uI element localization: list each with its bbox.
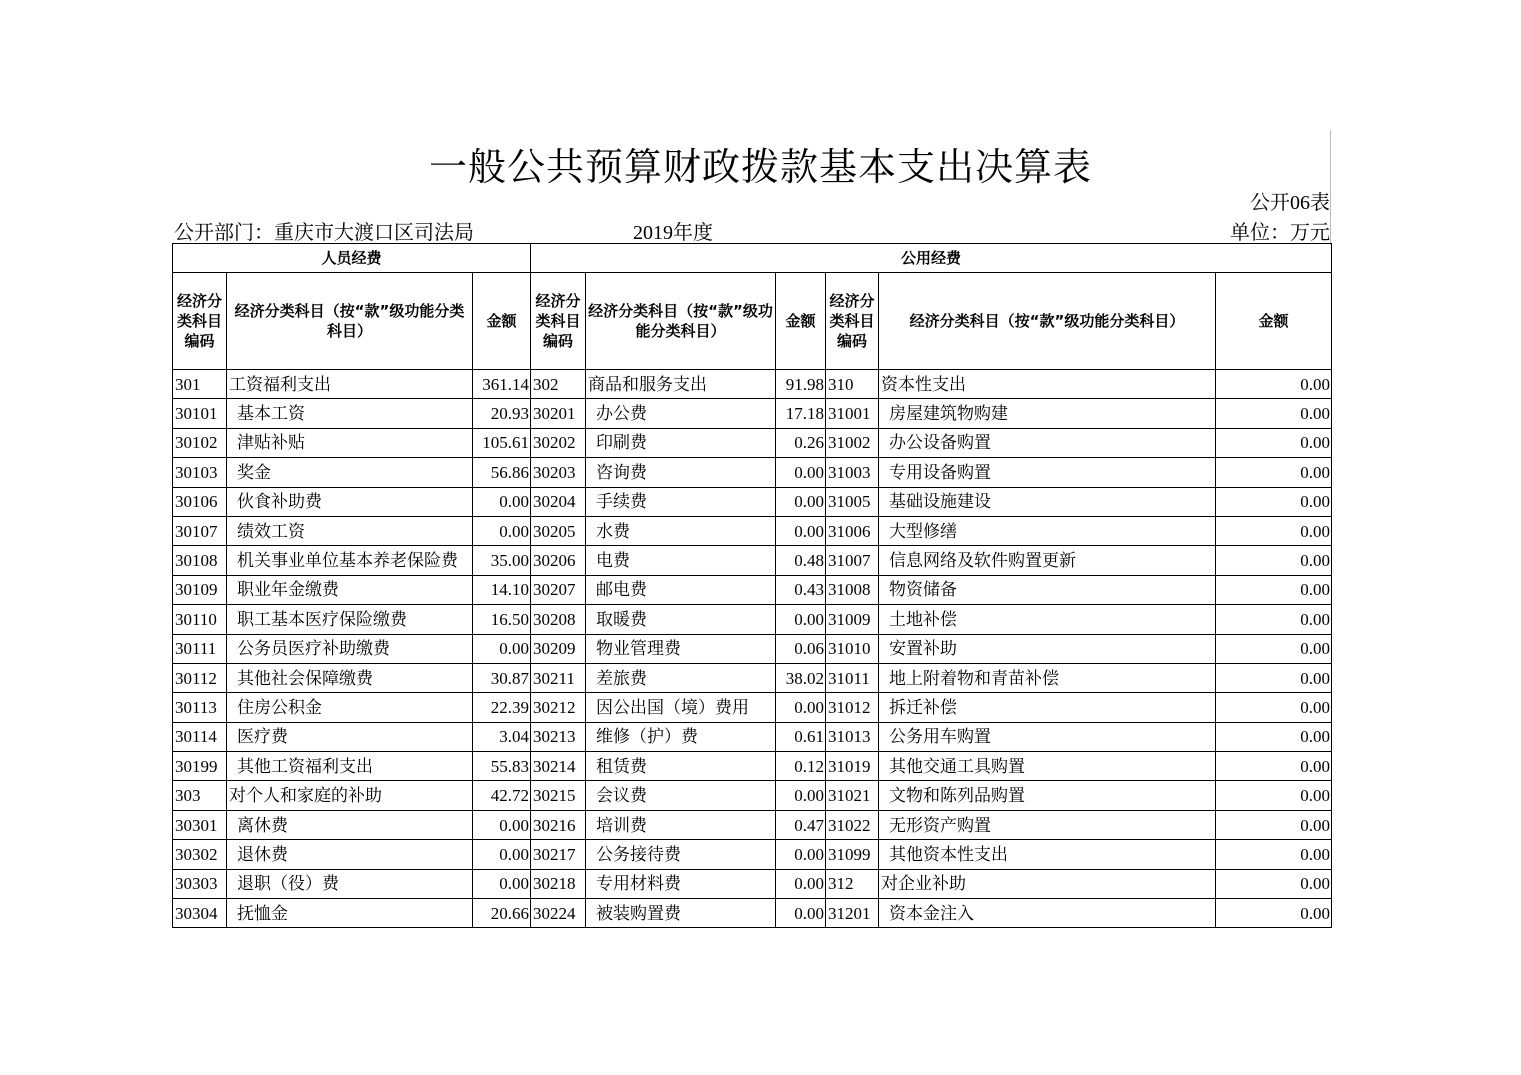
cell-amount: 0.00 — [1216, 722, 1332, 751]
cell-name: 土地补偿 — [879, 605, 1216, 634]
table-row — [173, 722, 1332, 751]
cell-code: 31010 — [826, 634, 879, 663]
cell-name: 邮电费 — [586, 575, 776, 604]
cell-code: 30106 — [173, 487, 227, 516]
page-title: 一般公共预算财政拨款基本支出决算表 — [428, 145, 1092, 189]
cell-name: 信息网络及软件购置更新 — [879, 546, 1216, 575]
cell-amount: 0.12 — [776, 752, 826, 781]
cell-name: 办公费 — [586, 399, 776, 428]
cell-code: 312 — [826, 869, 879, 898]
cell-amount: 0.00 — [776, 458, 826, 487]
cell-amount: 0.00 — [776, 869, 826, 898]
table-row — [173, 693, 1332, 722]
cell-code: 31007 — [826, 546, 879, 575]
cell-amount: 0.47 — [776, 810, 826, 839]
cell-amount: 0.00 — [1216, 546, 1332, 575]
cell-code: 30203 — [531, 458, 586, 487]
cell-code: 31011 — [826, 663, 879, 692]
cell-amount: 0.06 — [776, 634, 826, 663]
cell-code: 30107 — [173, 516, 227, 545]
cell-name: 被装购置费 — [586, 899, 776, 928]
cell-amount: 3.04 — [473, 722, 531, 751]
cell-name: 电费 — [586, 546, 776, 575]
cell-name: 其他交通工具购置 — [879, 752, 1216, 781]
cell-amount: 0.61 — [776, 722, 826, 751]
cell-code: 30112 — [173, 663, 227, 692]
cell-amount: 20.93 — [473, 399, 531, 428]
cell-amount: 0.00 — [1216, 869, 1332, 898]
cell-amount: 0.00 — [473, 516, 531, 545]
cell-code: 30102 — [173, 428, 227, 457]
cell-code: 30211 — [531, 663, 586, 692]
cell-code: 30113 — [173, 693, 227, 722]
table-row — [173, 428, 1332, 457]
table-code: 公开06表 — [1250, 192, 1330, 214]
cell-code: 30206 — [531, 546, 586, 575]
cell-amount: 0.00 — [1216, 487, 1332, 516]
cell-name: 退职（役）费 — [227, 869, 473, 898]
cell-amount: 0.00 — [776, 693, 826, 722]
header-amount: 金额 — [473, 273, 531, 370]
cell-amount: 0.00 — [1216, 752, 1332, 781]
cell-amount: 38.02 — [776, 663, 826, 692]
cell-code: 31003 — [826, 458, 879, 487]
cell-amount: 0.00 — [1216, 605, 1332, 634]
cell-amount: 30.87 — [473, 663, 531, 692]
cell-name: 手续费 — [586, 487, 776, 516]
cell-name: 奖金 — [227, 458, 473, 487]
header-amount: 金额 — [776, 273, 826, 370]
cell-name: 职工基本医疗保险缴费 — [227, 605, 473, 634]
cell-amount: 0.00 — [473, 634, 531, 663]
cell-code: 30303 — [173, 869, 227, 898]
cell-amount: 0.00 — [1216, 370, 1332, 399]
cell-amount: 56.86 — [473, 458, 531, 487]
cell-code: 31021 — [826, 781, 879, 810]
cell-code: 30207 — [531, 575, 586, 604]
cell-code: 30209 — [531, 634, 586, 663]
cell-amount: 91.98 — [776, 370, 826, 399]
department: 公开部门：重庆市大渡口区司法局 — [174, 222, 474, 244]
cell-code: 30217 — [531, 840, 586, 869]
cell-code: 31019 — [826, 752, 879, 781]
cell-name: 其他工资福利支出 — [227, 752, 473, 781]
header-name: 经济分类科目（按“款”级功能分类科目） — [879, 273, 1216, 370]
cell-name: 机关事业单位基本养老保险费 — [227, 546, 473, 575]
cell-code: 30110 — [173, 605, 227, 634]
cell-code: 30204 — [531, 487, 586, 516]
cell-amount: 0.00 — [473, 810, 531, 839]
header-name: 经济分类科目（按“款”级功能分类科目） — [586, 273, 776, 370]
cell-name: 商品和服务支出 — [586, 370, 776, 399]
cell-name: 离休费 — [227, 810, 473, 839]
table-row — [173, 869, 1332, 898]
cell-name: 其他资本性支出 — [879, 840, 1216, 869]
cell-name: 医疗费 — [227, 722, 473, 751]
cell-amount: 0.00 — [1216, 899, 1332, 928]
cell-code: 30301 — [173, 810, 227, 839]
table-row — [173, 370, 1332, 399]
cell-amount: 0.00 — [776, 899, 826, 928]
table-row — [173, 546, 1332, 575]
table-row — [173, 663, 1332, 692]
cell-amount: 0.00 — [473, 487, 531, 516]
cell-name: 咨询费 — [586, 458, 776, 487]
cell-name: 伙食补助费 — [227, 487, 473, 516]
cell-name: 其他社会保障缴费 — [227, 663, 473, 692]
cell-name: 维修（护）费 — [586, 722, 776, 751]
cell-code: 31013 — [826, 722, 879, 751]
cell-code: 31008 — [826, 575, 879, 604]
cell-amount: 0.00 — [1216, 458, 1332, 487]
table-row — [173, 899, 1332, 928]
cell-name: 公务接待费 — [586, 840, 776, 869]
cell-code: 31201 — [826, 899, 879, 928]
cell-code: 30214 — [531, 752, 586, 781]
cell-amount: 0.00 — [1216, 634, 1332, 663]
cell-amount: 0.48 — [776, 546, 826, 575]
table-row — [173, 634, 1332, 663]
cell-code: 30212 — [531, 693, 586, 722]
cell-code: 30208 — [531, 605, 586, 634]
cell-amount: 0.00 — [473, 840, 531, 869]
cell-amount: 0.00 — [1216, 810, 1332, 839]
divider — [1330, 130, 1331, 245]
cell-name: 对企业补助 — [879, 869, 1216, 898]
cell-amount: 42.72 — [473, 781, 531, 810]
cell-name: 退休费 — [227, 840, 473, 869]
cell-amount: 20.66 — [473, 899, 531, 928]
header-code: 经济分类科目编码 — [531, 273, 586, 370]
cell-name: 办公设备购置 — [879, 428, 1216, 457]
group-personnel: 人员经费 — [173, 244, 531, 273]
cell-amount: 17.18 — [776, 399, 826, 428]
cell-code: 31012 — [826, 693, 879, 722]
cell-code: 30205 — [531, 516, 586, 545]
cell-code: 31009 — [826, 605, 879, 634]
unit: 单位：万元 — [1230, 222, 1330, 244]
cell-amount: 361.14 — [473, 370, 531, 399]
cell-amount: 0.00 — [473, 869, 531, 898]
cell-code: 30114 — [173, 722, 227, 751]
cell-amount: 0.00 — [776, 840, 826, 869]
cell-name: 文物和陈列品购置 — [879, 781, 1216, 810]
cell-amount: 0.00 — [1216, 693, 1332, 722]
table-row — [173, 752, 1332, 781]
cell-name: 基本工资 — [227, 399, 473, 428]
cell-code: 31001 — [826, 399, 879, 428]
cell-name: 地上附着物和青苗补偿 — [879, 663, 1216, 692]
cell-amount: 16.50 — [473, 605, 531, 634]
cell-amount: 0.00 — [1216, 428, 1332, 457]
cell-code: 30103 — [173, 458, 227, 487]
header-code: 经济分类科目编码 — [173, 273, 227, 370]
cell-amount: 0.00 — [1216, 575, 1332, 604]
cell-name: 公务员医疗补助缴费 — [227, 634, 473, 663]
header-amount: 金额 — [1216, 273, 1332, 370]
cell-code: 30111 — [173, 634, 227, 663]
cell-code: 30202 — [531, 428, 586, 457]
cell-code: 30224 — [531, 899, 586, 928]
cell-amount: 0.00 — [1216, 781, 1332, 810]
cell-name: 拆迁补偿 — [879, 693, 1216, 722]
cell-name: 专用材料费 — [586, 869, 776, 898]
table-row — [173, 458, 1332, 487]
cell-code: 301 — [173, 370, 227, 399]
cell-code: 31005 — [826, 487, 879, 516]
cell-amount: 105.61 — [473, 428, 531, 457]
cell-amount: 0.00 — [1216, 516, 1332, 545]
cell-name: 会议费 — [586, 781, 776, 810]
table-row — [173, 840, 1332, 869]
table-row — [173, 399, 1332, 428]
cell-amount: 14.10 — [473, 575, 531, 604]
cell-amount: 55.83 — [473, 752, 531, 781]
cell-name: 资本金注入 — [879, 899, 1216, 928]
fiscal-year: 2019年度 — [633, 222, 713, 244]
cell-name: 工资福利支出 — [227, 370, 473, 399]
cell-name: 取暖费 — [586, 605, 776, 634]
cell-name: 对个人和家庭的补助 — [227, 781, 473, 810]
table-row — [173, 516, 1332, 545]
table-row — [173, 575, 1332, 604]
cell-name: 安置补助 — [879, 634, 1216, 663]
cell-code: 30199 — [173, 752, 227, 781]
cell-amount: 0.00 — [1216, 663, 1332, 692]
header-code: 经济分类科目编码 — [826, 273, 879, 370]
table-row — [173, 781, 1332, 810]
table-row — [173, 605, 1332, 634]
expenditure-table — [172, 243, 1332, 928]
cell-amount: 0.00 — [776, 487, 826, 516]
cell-name: 基础设施建设 — [879, 487, 1216, 516]
cell-amount: 22.39 — [473, 693, 531, 722]
cell-code: 30216 — [531, 810, 586, 839]
cell-name: 印刷费 — [586, 428, 776, 457]
cell-name: 无形资产购置 — [879, 810, 1216, 839]
cell-code: 30109 — [173, 575, 227, 604]
cell-amount: 0.43 — [776, 575, 826, 604]
cell-code: 310 — [826, 370, 879, 399]
cell-name: 物资储备 — [879, 575, 1216, 604]
cell-amount: 0.00 — [776, 516, 826, 545]
cell-name: 公务用车购置 — [879, 722, 1216, 751]
cell-name: 水费 — [586, 516, 776, 545]
cell-code: 303 — [173, 781, 227, 810]
cell-code: 31006 — [826, 516, 879, 545]
cell-amount: 0.26 — [776, 428, 826, 457]
cell-amount: 0.00 — [1216, 399, 1332, 428]
table-row — [173, 810, 1332, 839]
cell-code: 30215 — [531, 781, 586, 810]
cell-name: 物业管理费 — [586, 634, 776, 663]
cell-code: 302 — [531, 370, 586, 399]
cell-code: 30101 — [173, 399, 227, 428]
cell-code: 30213 — [531, 722, 586, 751]
cell-code: 31099 — [826, 840, 879, 869]
cell-amount: 35.00 — [473, 546, 531, 575]
cell-code: 31022 — [826, 810, 879, 839]
cell-name: 租赁费 — [586, 752, 776, 781]
cell-code: 30201 — [531, 399, 586, 428]
cell-name: 绩效工资 — [227, 516, 473, 545]
cell-amount: 0.00 — [776, 605, 826, 634]
cell-name: 住房公积金 — [227, 693, 473, 722]
cell-name: 房屋建筑物购建 — [879, 399, 1216, 428]
cell-name: 因公出国（境）费用 — [586, 693, 776, 722]
cell-code: 31002 — [826, 428, 879, 457]
header-name: 经济分类科目（按“款”级功能分类科目） — [227, 273, 473, 370]
cell-name: 津贴补贴 — [227, 428, 473, 457]
group-public: 公用经费 — [531, 244, 1332, 273]
cell-amount: 0.00 — [776, 781, 826, 810]
cell-name: 职业年金缴费 — [227, 575, 473, 604]
cell-name: 资本性支出 — [879, 370, 1216, 399]
cell-name: 差旅费 — [586, 663, 776, 692]
cell-code: 30218 — [531, 869, 586, 898]
cell-amount: 0.00 — [1216, 840, 1332, 869]
cell-code: 30108 — [173, 546, 227, 575]
cell-code: 30302 — [173, 840, 227, 869]
table-row — [173, 487, 1332, 516]
cell-name: 抚恤金 — [227, 899, 473, 928]
cell-name: 专用设备购置 — [879, 458, 1216, 487]
cell-code: 30304 — [173, 899, 227, 928]
cell-name: 大型修缮 — [879, 516, 1216, 545]
cell-name: 培训费 — [586, 810, 776, 839]
